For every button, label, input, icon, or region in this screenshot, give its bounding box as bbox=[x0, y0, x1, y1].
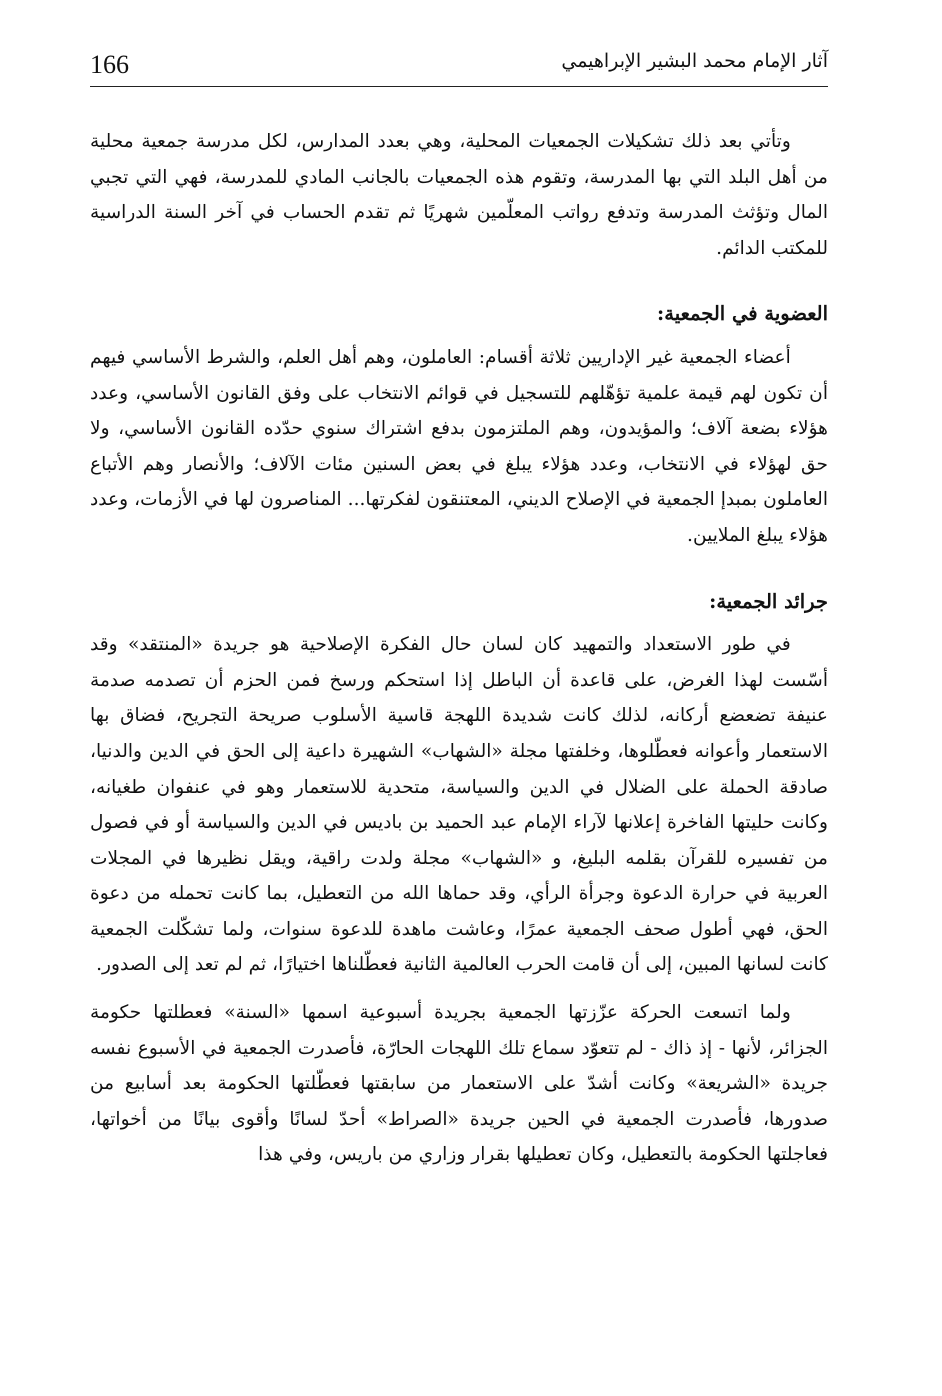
running-title: آثار الإمام محمد البشير الإبراهيمي bbox=[561, 50, 828, 72]
section-heading-newspapers: جرائد الجمعية: bbox=[709, 589, 828, 613]
page-header bbox=[90, 44, 828, 87]
paragraph: وتأتي بعد ذلك تشكيلات الجمعيات المحلية، وهي بعدد المدارس، لكل مدرسة جمعية محلية من أهل البلد التي بها المدرسة، وتقوم هذه الجمعيات بالجانب المادي للمدرسة، فهي التي تجبي المال وتؤثث المدرسة وتدفع رواتب المعلّمين شهريًا ثم تقدم الحساب في آخر السنة الدراسية للمكتب الدائم. bbox=[90, 131, 828, 259]
page-body bbox=[90, 124, 828, 1185]
paragraph: في طور الاستعداد والتمهيد كان لسان حال الفكرة الإصلاحية هو جريدة «المنتقد» وقد أسّست لهذا الغرض، على قاعدة أن الباطل إذا استحكم ورسخ فمن الحزم أن تصدمه صدمة عنيفة تضعضع أركانه، لذلك كانت شديدة اللهجة قاسية الأسلوب صريحة التجريح، فضاق بها الاستعمار وأعوانه فعطّلوها، وخلفتها مجلة «الشهاب» الشهيرة داعية إلى الحق في الدين والدنيا، صادقة الحملة على الضلال في الدين والسياسة، متحدية للاستعمار وهو في عنفوان طغيانه، وكانت حليتها الفاخرة إعلانها لآراء الإمام عبد الحميد بن باديس في الدين والسياسة أو في فصول من تفسيره للقرآن بقلمه البليغ، و «الشهاب» مجلة ولدت راقية، ويقل نظيرها في المجلات العربية في حرارة الدعوة وجرأة الرأي، وقد حماها الله من التعطيل، بما كانت تحمله من دعوة الحق، فهي أطول صحف الجمعية عمرًا، وعاشت ماهدة للدعوة سنوات، ولما تشكّلت الجمعية كانت لسانها المبين، إلى أن قامت الحرب العالمية الثانية فعطّلناها اختيارًا، ثم لم تعد إلى الصدور. bbox=[90, 634, 828, 976]
paragraph: أعضاء الجمعية غير الإداريين ثلاثة أقسام: العاملون، وهم أهل العلم، والشرط الأساسي فيهم أن تكون لهم قيمة علمية تؤهّلهم للتسجيل في قوائم الانتخاب على وفق القانون الأساسي، وعدد هؤلاء بضعة آلاف؛ والمؤيدون، وهم الملتزمون بدفع اشتراك سنوي حدّده القانون الأساسي، ولا حق لهؤلاء في الانتخاب، وعدد هؤلاء يبلغ في بعض السنين مئات الآلاف؛ والأنصار وهم الأتباع العاملون بمبدإ الجمعية في الإصلاح الديني، المعتنقون لفكرتها... المناصرون لها في الأزمات، وعدد هؤلاء يبلغ الملايين. bbox=[90, 346, 828, 546]
page-number: 166 bbox=[90, 50, 129, 79]
paragraph: ولما اتسعت الحركة عزّزتها الجمعية بجريدة أسبوعية اسمها «السنة» فعطلتها حكومة الجزائر، لأنها - إذ ذاك - لم تتعوّد سماع تلك اللهجات الحارّة، فأصدرت الجمعية في الأسبوع نفسه جريدة «الشريعة» وكانت أشدّ على الاستعمار من سابقتها فعطّلتها الحكومة بعد أسابيع من صدورها، فأصدرت الجمعية في الحين جريدة «الصراط» أحدّ لسانًا وأقوى بيانًا من أخواتها، فعاجلتها الحكومة بالتعطيل، وكان تعطيلها بقرار وزاري من باريس، وفي هذا bbox=[90, 1002, 828, 1166]
section-heading-membership: العضوية في الجمعية: bbox=[657, 302, 828, 326]
